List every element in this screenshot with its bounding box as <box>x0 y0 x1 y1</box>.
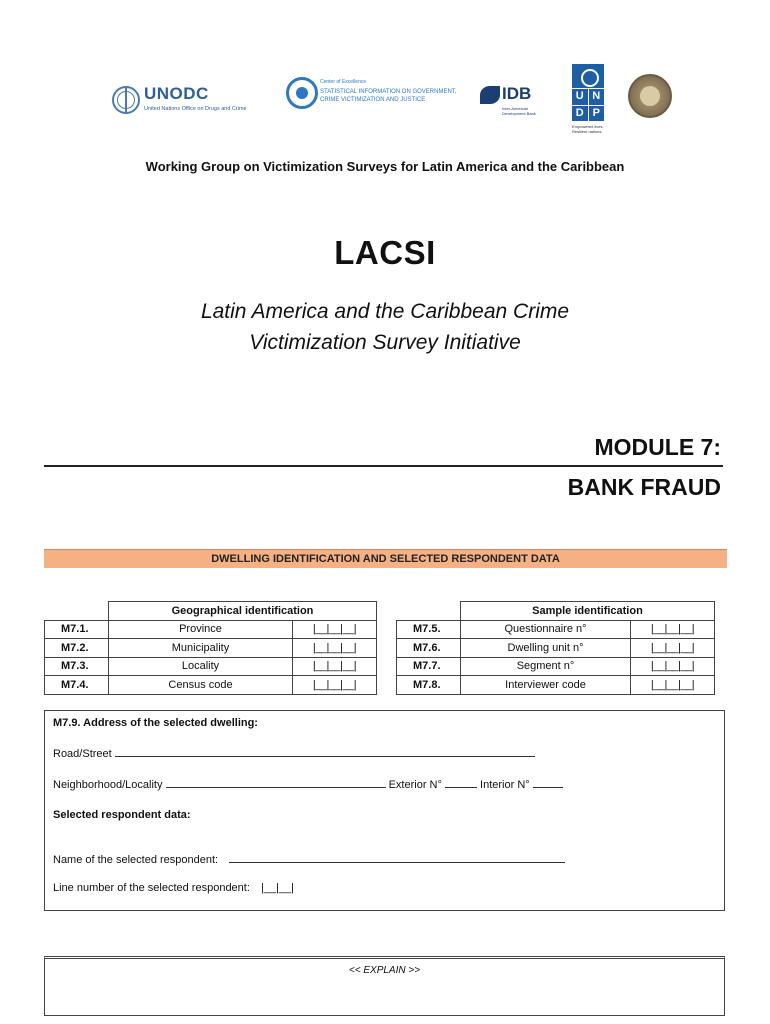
respondent-title: Selected respondent data: <box>53 809 191 821</box>
header-spacer <box>397 602 461 621</box>
ceic-emblem-icon <box>286 77 318 109</box>
road-label: Road/Street <box>53 748 112 760</box>
row-label: Municipality <box>109 639 293 658</box>
question-code: M7.8. <box>397 676 461 695</box>
table-row <box>45 676 377 695</box>
code-box-field[interactable]: |__|__|__| <box>293 639 377 658</box>
ceic-line1: Center of Excellence <box>320 79 367 85</box>
document-subtitle <box>0 296 770 358</box>
oas-seal-icon <box>628 74 672 118</box>
module-title: BANK FRAUD <box>567 474 721 500</box>
table-row <box>397 639 715 658</box>
unodc-logo <box>112 84 257 118</box>
un-globe-icon <box>112 86 140 114</box>
respondent-name-row <box>53 853 565 866</box>
undp-letter: D <box>572 106 588 122</box>
unodc-subtitle: United Nations Office on Drugs and Crime <box>144 106 247 112</box>
code-box-field[interactable]: |__|__|__| <box>631 639 715 658</box>
table-row <box>45 657 377 676</box>
table-row <box>397 657 715 676</box>
neighborhood-row <box>53 778 563 791</box>
undp-letter: N <box>589 89 605 105</box>
question-code: M7.1. <box>45 620 109 639</box>
row-label: Province <box>109 620 293 639</box>
table-row <box>397 620 715 639</box>
row-label: Interviewer code <box>461 676 631 695</box>
unodc-wordmark: UNODC <box>144 84 209 103</box>
ceic-line3: CRIME VICTIMIZATION AND JUSTICE <box>320 97 426 103</box>
line-number-box-field[interactable]: |__|__| <box>260 882 295 894</box>
code-box-field[interactable]: |__|__|__| <box>631 676 715 695</box>
road-input-line[interactable] <box>115 747 535 757</box>
table-header: Geographical identification <box>109 602 377 621</box>
row-label: Questionnaire n° <box>461 620 631 639</box>
undp-letter: P <box>589 106 605 122</box>
ceic-line2: STATISTICAL INFORMATION ON GOVERNMENT, <box>320 89 457 95</box>
question-code: M7.5. <box>397 620 461 639</box>
geographical-identification-table <box>44 601 377 695</box>
header-spacer <box>45 602 109 621</box>
interior-input-line[interactable] <box>533 778 563 788</box>
question-code: M7.6. <box>397 639 461 658</box>
table-header: Sample identification <box>461 602 715 621</box>
interior-label: Interior N° <box>480 779 530 791</box>
row-label: Locality <box>109 657 293 676</box>
neighborhood-input-line[interactable] <box>166 778 386 788</box>
address-section <box>44 710 725 911</box>
sample-identification-table <box>396 601 715 695</box>
address-title: M7.9. Address of the selected dwelling: <box>53 717 258 729</box>
neighborhood-label: Neighborhood/Locality <box>53 779 163 791</box>
table-row <box>397 676 715 695</box>
idb-logo <box>480 82 540 122</box>
un-emblem-icon <box>572 64 604 88</box>
code-box-field[interactable]: |__|__|__| <box>631 620 715 639</box>
ceic-text <box>320 88 456 104</box>
section-band: DWELLING IDENTIFICATION AND SELECTED RESPONDENT DATA <box>44 549 727 568</box>
code-box-field[interactable]: |__|__|__| <box>293 620 377 639</box>
table-row <box>45 639 377 658</box>
divider <box>44 465 723 467</box>
row-label: Segment n° <box>461 657 631 676</box>
idb-wordmark: IDB <box>502 84 532 103</box>
subtitle-line1: Latin America and the Caribbean Crime <box>200 300 570 323</box>
code-box-field[interactable]: |__|__|__| <box>293 676 377 695</box>
undp-subtitle: Empowered lives. Resilient nations. <box>572 124 604 134</box>
idb-leaf-icon <box>480 86 500 104</box>
code-box-field[interactable]: |__|__|__| <box>293 657 377 676</box>
exterior-label: Exterior N° <box>388 779 442 791</box>
question-code: M7.2. <box>45 639 109 658</box>
respondent-name-label: Name of the selected respondent: <box>53 854 219 866</box>
document-acronym: LACSI <box>334 234 436 271</box>
explain-label: << EXPLAIN >> <box>348 965 421 976</box>
code-box-field[interactable]: |__|__|__| <box>631 657 715 676</box>
undp-letter: U <box>572 89 588 105</box>
working-group-title: Working Group on Victimization Surveys for Latin America and the Caribbean <box>145 159 625 174</box>
subtitle-line2: Victimization Survey Initiative <box>249 331 521 354</box>
question-code: M7.4. <box>45 676 109 695</box>
ceic-logo <box>286 77 466 117</box>
undp-logo <box>572 64 604 134</box>
explain-box <box>44 956 725 1016</box>
respondent-name-input-line[interactable] <box>229 853 565 863</box>
row-label: Dwelling unit n° <box>461 639 631 658</box>
exterior-input-line[interactable] <box>445 778 477 788</box>
table-row <box>45 620 377 639</box>
logo-strip <box>0 62 770 134</box>
row-label: Census code <box>109 676 293 695</box>
line-number-row <box>53 882 294 894</box>
question-code: M7.3. <box>45 657 109 676</box>
module-number: MODULE 7: <box>594 434 721 460</box>
question-code: M7.7. <box>397 657 461 676</box>
road-row <box>53 747 535 760</box>
line-number-label: Line number of the selected respondent: <box>53 882 250 894</box>
idb-subtitle: Inter-American Development Bank <box>502 106 536 116</box>
